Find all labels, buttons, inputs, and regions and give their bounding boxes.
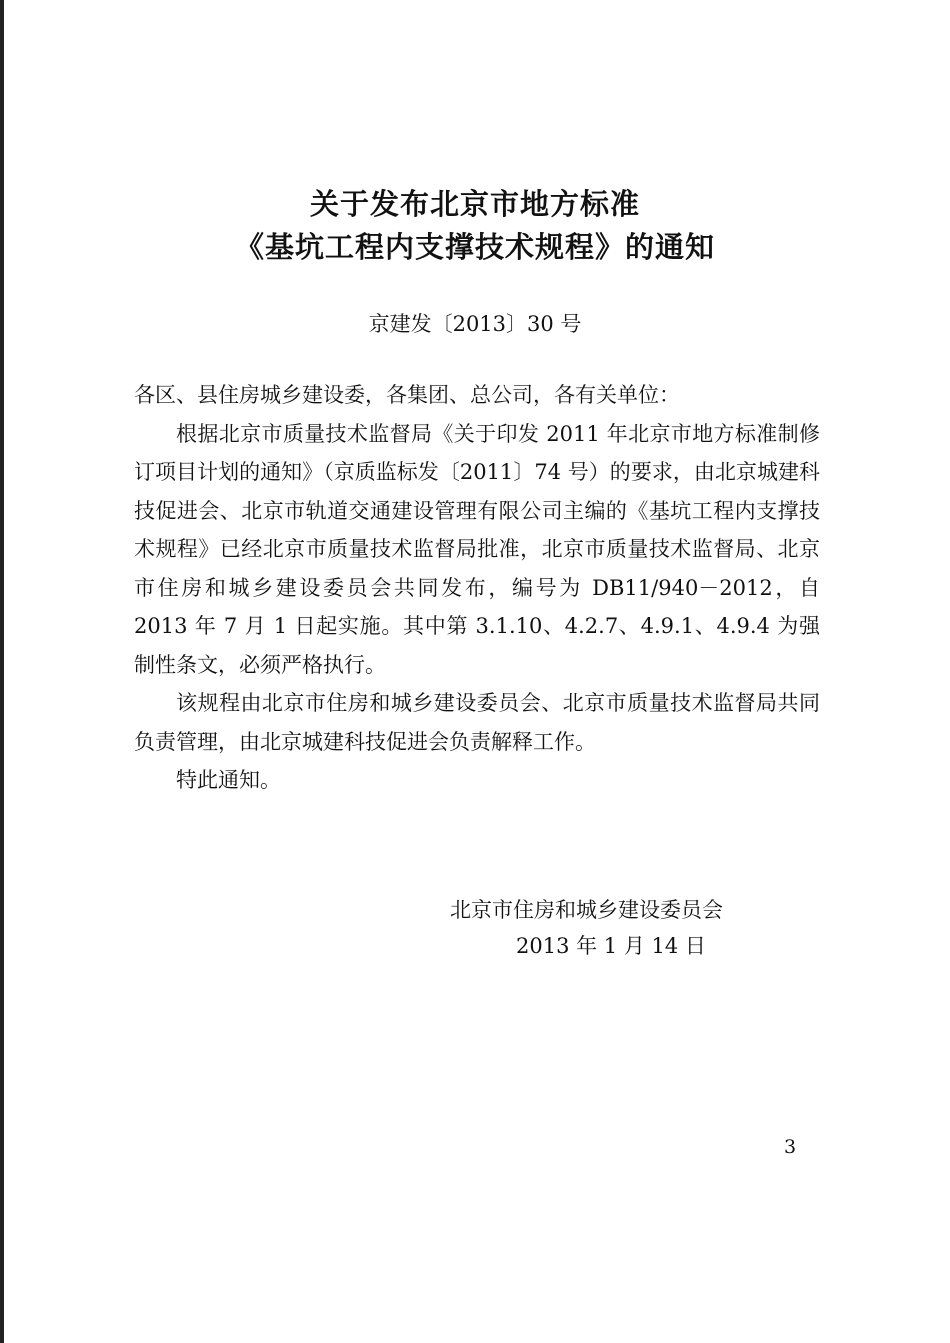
document-number: 京建发〔2013〕30 号 [368, 312, 582, 336]
paragraph-2: 该规程由北京市住房和城乡建设委员会、北京市质量技术监督局共同负责管理，由北京城建科技促进会负责解释工作。 [134, 691, 820, 754]
title-line-1: 关于发布北京市地方标准 [309, 187, 640, 221]
page-number: 3 [784, 1136, 797, 1158]
paragraph-1: 根据北京市质量技术监督局《关于印发 2011 年北京市地方标准制修订项目计划的通知》（京质监标发〔2011〕74 号）的要求，由北京城建科技促进会、北京市轨道交通建设管理有限公司主编的《基坑工程内支撑技术规程》已经北京市质量技术监督局批准，北京市质量技术监督局、北京市住房和城乡建设委员会共同发布，编号为 DB11/940－2012，自 2013 年 7 月 1 日起实施。其中第 3.1.10、4.2.7、4.9.1、4.9.4 为强制性条文，必须严格执行。 [134, 421, 820, 677]
notice-body [134, 376, 820, 800]
paragraph-3: 特此通知。 [176, 768, 281, 792]
issue-date: 2013 年 1 月 14 日 [516, 934, 706, 958]
title-line-2: 《基坑工程内支撑技术规程》的通知 [234, 230, 715, 264]
issuing-organization: 北京市住房和城乡建设委员会 [450, 898, 723, 922]
signature-block [450, 892, 780, 964]
salutation: 各区、县住房城乡建设委，各集团、总公司，各有关单位： [134, 383, 680, 407]
